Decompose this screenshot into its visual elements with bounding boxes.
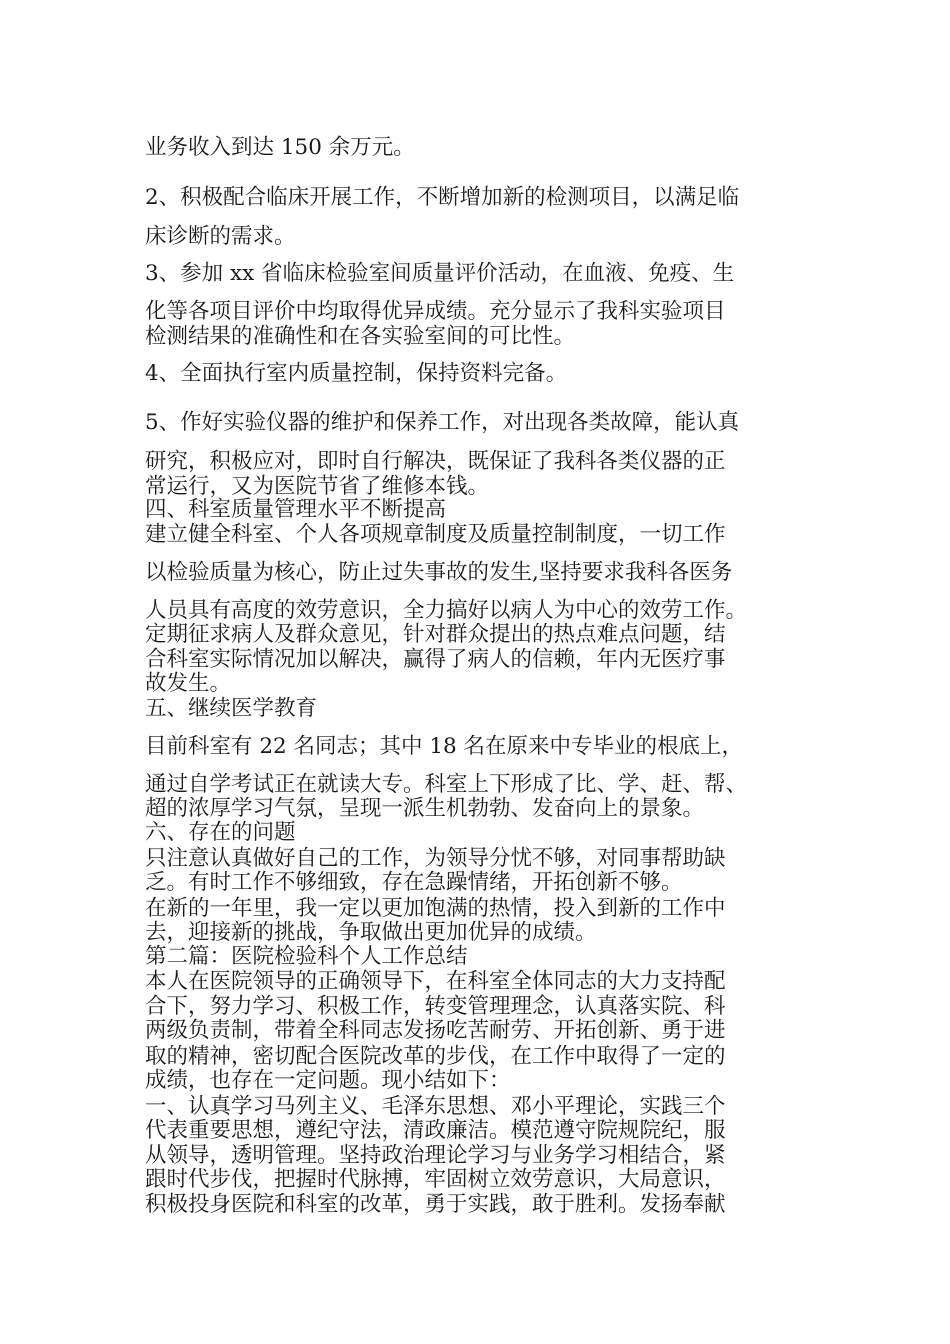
text-line: 乏。有时工作不够细致，存在急躁情绪，开拓创新不够。 bbox=[145, 870, 683, 895]
text-line: 故发生。 bbox=[145, 671, 232, 696]
text-line: 在新的一年里，我一定以更加饱满的热情，投入到新的工作中 bbox=[145, 896, 726, 921]
text-line: 以检验质量为核心，防止过失事故的发生,坚持要求我科各医务 bbox=[145, 560, 733, 585]
text-line: 积极投身医院和科室的改革，勇于实践，敢于胜利。发扬奉献 bbox=[145, 1192, 726, 1217]
text-line: 床诊断的需求。 bbox=[145, 224, 296, 249]
text-line: 本人在医院领导的正确领导下，在科室全体同志的大力支持配 bbox=[145, 969, 726, 994]
text-line: 常运行，又为医院节省了维修本钱。 bbox=[145, 474, 490, 499]
text-line: 从领导，透明管理。坚持政治理论学习与业务学习相结合，紧 bbox=[145, 1143, 726, 1168]
text-line: 研究，积极应对，即时自行解决，既保证了我科各类仪器的正 bbox=[145, 449, 726, 474]
text-line: 去，迎接新的挑战，争取做出更加优异的成绩。 bbox=[145, 920, 597, 945]
section-heading: 一、认真学习马列主义、毛泽东思想、邓小平理论，实践三个 bbox=[145, 1094, 726, 1119]
text-line: 跟时代步伐，把握时代脉搏，牢固树立效劳意识，大局意识， bbox=[145, 1167, 726, 1192]
text-line: 5、作好实验仪器的维护和保养工作，对出现各类故障，能认真 bbox=[145, 410, 740, 435]
text-line: 人员具有高度的效劳意识，全力搞好以病人为中心的效劳工作。 bbox=[145, 598, 748, 623]
text-line: 业务收入到达 150 余万元。 bbox=[145, 135, 415, 160]
section-heading: 五、继续医学教育 bbox=[145, 696, 318, 721]
text-line: 超的浓厚学习气氛，呈现一派生机勃勃、发奋向上的景象。 bbox=[145, 796, 705, 821]
text-line: 成绩，也存在一定问题。现小结如下： bbox=[145, 1068, 511, 1093]
text-line: 化等各项目评价中均取得优异成绩。充分显示了我科实验项目 bbox=[145, 299, 726, 324]
text-line: 合下，努力学习、积极工作，转变管理理念，认真落实院、科 bbox=[145, 994, 726, 1019]
text-line: 3、参加 xx 省临床检验室间质量评价活动，在血液、免疫、生 bbox=[145, 261, 735, 286]
text-line: 两级负责制，带着全科同志发扬吃苦耐劳、开拓创新、勇于进 bbox=[145, 1018, 726, 1043]
text-line: 2、积极配合临床开展工作，不断增加新的检测项目，以满足临 bbox=[145, 185, 740, 210]
section-heading: 四、科室质量管理水平不断提高 bbox=[145, 497, 447, 522]
text-line: 代表重要思想，遵纪守法，清政廉洁。模范遵守院规院纪，服 bbox=[145, 1118, 726, 1143]
text-line: 检测结果的准确性和在各实验室间的可比性。 bbox=[145, 324, 576, 349]
text-line: 目前科室有 22 名同志；其中 18 名在原来中专毕业的根底上， bbox=[145, 734, 744, 759]
text-line: 定期征求病人及群众意见，针对群众提出的热点难点问题，结 bbox=[145, 622, 726, 647]
text-line: 只注意认真做好自己的工作，为领导分忧不够，对同事帮助缺 bbox=[145, 846, 726, 871]
section-heading: 六、存在的问题 bbox=[145, 820, 296, 845]
text-line: 合科室实际情况加以解决，赢得了病人的信赖，年内无医疗事 bbox=[145, 647, 726, 672]
text-line: 取的精神，密切配合医院改革的步伐，在工作中取得了一定的 bbox=[145, 1044, 726, 1069]
text-line: 建立健全科室、个人各项规章制度及质量控制制度，一切工作 bbox=[145, 522, 726, 547]
text-line: 4、全面执行室内质量控制，保持资料完备。 bbox=[145, 361, 568, 386]
document-title: 第二篇：医院检验科个人工作总结 bbox=[145, 944, 468, 969]
text-line: 通过自学考试正在就读大专。科室上下形成了比、学、赶、帮、 bbox=[145, 772, 748, 797]
